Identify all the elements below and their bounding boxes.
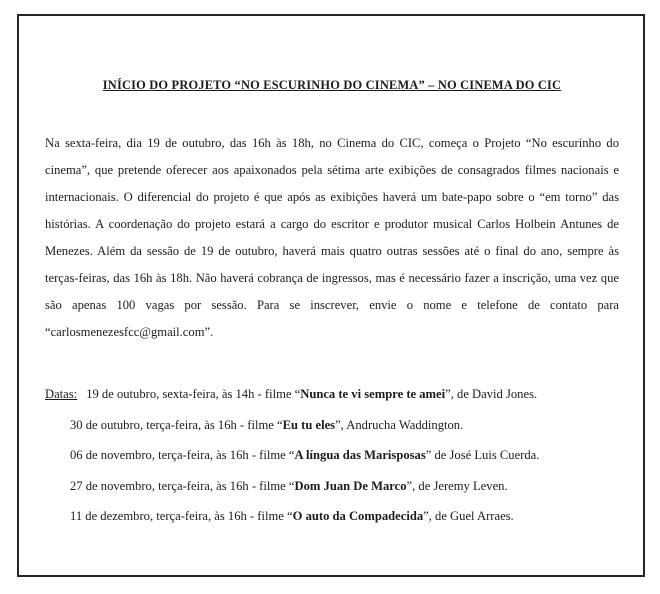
date-row <box>45 440 619 471</box>
intro-paragraph: Na sexta-feira, dia 19 de outubro, das 16h às 18h, no Cinema do CIC, começa o Projeto “No escurinho do cinema”, que pretende oferecer aos apaixonados pela sétima arte exibições de consagrados filmes nacionais e internacionais. O diferencial do projeto é que após as exibições haverá um bate-papo sobre o “em torno” das histórias. A coordenação do projeto estará a cargo do escritor e produtor musical Carlos Holbein Antunes de Menezes. Além da sessão de 19 de outubro, haverá mais quatro outras sessões até o final do ano, sempre às terças-feiras, das 16h às 18h. Não haverá cobrança de ingressos, mas é necessário fazer a inscrição, uma vez que são apenas 100 vagas por sessão. Para se inscrever, envie o nome e telefone de contato para “carlosmenezesfcc@gmail.com”. <box>45 136 619 339</box>
date-row <box>45 410 619 441</box>
date-text: ”, Andrucha Waddington. <box>335 417 464 432</box>
film-title: Eu tu eles <box>282 417 336 432</box>
page-title: INÍCIO DO PROJETO “NO ESCURINHO DO CINEMA” – NO CINEMA DO CIC <box>102 78 562 92</box>
date-row <box>45 501 619 532</box>
date-text: 30 de outubro, terça-feira, às 16h - filme “ <box>70 417 283 432</box>
date-text: ” de José Luis Cuerda. <box>425 448 540 462</box>
date-text: 27 de novembro, terça-feira, às 16h - filme “ <box>70 478 295 493</box>
dates-label: Datas: <box>45 387 78 401</box>
date-text: ”, de Guel Arraes. <box>423 509 514 523</box>
dates-section <box>45 379 619 532</box>
document-frame <box>17 14 645 577</box>
film-title: A língua das Marisposas <box>294 448 426 462</box>
date-text: ”, de David Jones. <box>445 387 538 401</box>
date-text: 19 de outubro, sexta-feira, às 14h - filme “ <box>86 387 301 401</box>
date-text: 11 de dezembro, terça-feira, às 16h - filme “ <box>70 509 293 523</box>
film-title: Nunca te vi sempre te amei <box>300 387 446 401</box>
date-row <box>45 471 619 502</box>
date-row <box>45 379 619 410</box>
film-title: O auto da Compadecida <box>292 509 424 523</box>
date-text: 06 de novembro, terça-feira, às 16h - filme “ <box>70 448 295 462</box>
document-content <box>45 16 619 532</box>
date-text: ”, de Jeremy Leven. <box>406 478 508 493</box>
film-title: Dom Juan De Marco <box>294 478 407 493</box>
